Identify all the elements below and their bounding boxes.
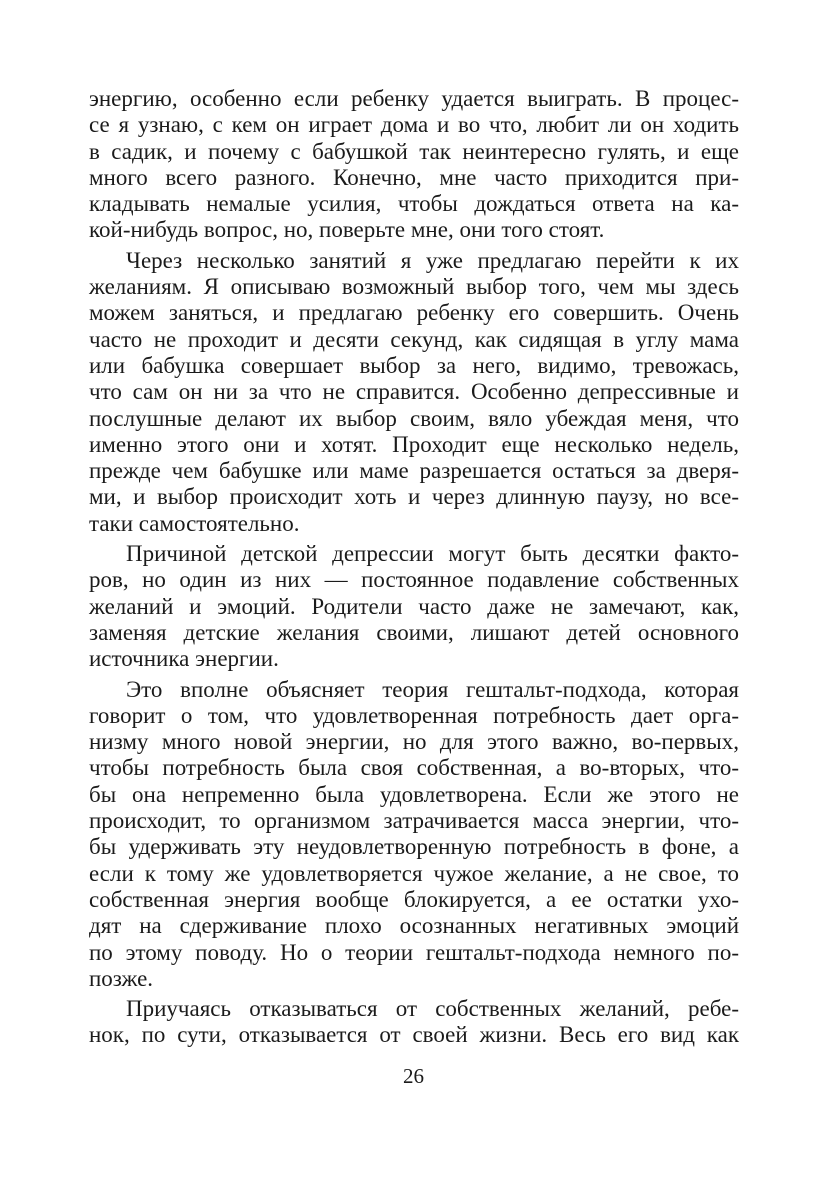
text-line: или бабушка совершает выбор за него, видимо, тревожась, [89, 352, 739, 378]
paragraph [89, 996, 739, 1049]
text-line: Это вполне объясняет теория гештальт-подхода, которая [126, 676, 739, 702]
paragraph [89, 677, 739, 993]
text-line: бы удерживать эту неудовлетворенную потребность в фоне, а [89, 834, 739, 860]
paragraph [89, 86, 739, 244]
text-line: позже. [89, 965, 154, 991]
text-line: послушные делают их выбор своим, вяло убеждая меня, что [89, 405, 739, 431]
text-line: Причиной детской депрессии могут быть десятки факто- [126, 541, 739, 567]
text-line: чтобы потребность была своя собственная, а во-вторых, что- [89, 755, 739, 781]
text-line: говорит о том, что удовлетворенная потребность дает орга- [89, 702, 739, 728]
text-line: се я узнаю, с кем он играет дома и во что, любит ли он ходить [89, 112, 739, 138]
text-line: ми, и выбор происходит хоть и через длинную паузу, но все- [89, 484, 739, 510]
page-number: 26 [403, 1064, 424, 1088]
text-line: источника энергии. [89, 646, 279, 672]
text-line: именно этого они и хотят. Проходит еще несколько недель, [89, 431, 739, 457]
text-line: низму много новой энергии, но для этого важно, во-первых, [89, 729, 739, 755]
text-line: в садик, и почему с бабушкой так неинтересно гулять, и еще [89, 138, 739, 164]
text-line: Приучаясь отказываться от собственных желаний, ребе- [126, 996, 739, 1022]
text-line: происходит, то организмом затрачивается масса энергии, что- [89, 808, 739, 834]
text-line: что сам он ни за что не справится. Особенно депрессивные и [89, 379, 739, 405]
text-line: Через несколько занятий я уже предлагаю перейти к их [126, 247, 739, 273]
text-line: желаниям. Я описываю возможный выбор того, чем мы здесь [89, 274, 739, 300]
text-line: таки самостоятельно. [89, 510, 300, 536]
text-line: можем заняться, и предлагаю ребенку его совершить. Очень [89, 300, 739, 326]
text-line: заменяя детские желания своими, лишают детей основного [89, 619, 739, 645]
text-line: энергию, особенно если ребенку удается выиграть. В процес- [89, 86, 739, 111]
text-line: желаний и эмоций. Родители часто даже не замечают, как, [89, 593, 739, 619]
paragraph [89, 541, 739, 672]
text-line: много всего разного. Конечно, мне часто приходится при- [89, 164, 739, 190]
text-line: кой-нибудь вопрос, но, поверьте мне, они того стоят. [89, 217, 605, 243]
text-line: дят на сдерживание плохо осознанных негативных эмоций [89, 913, 739, 939]
text-line: собственная энергия вообще блокируется, а ее остатки ухо- [89, 886, 739, 912]
text-line: прежде чем бабушке или маме разрешается остаться за дверя- [89, 458, 739, 484]
text-line: нок, по сути, отказывается от своей жизни. Весь его вид как [89, 1022, 739, 1048]
text-line: по этому поводу. Но о теории гештальт-подхода немного по- [89, 939, 739, 965]
text-line: кладывать немалые усилия, чтобы дождаться ответа на ка- [89, 191, 739, 217]
paragraph [89, 248, 739, 537]
text-line: ров, но один из них — постоянное подавление собственных [89, 567, 739, 593]
page-body [89, 86, 739, 1049]
text-line: часто не проходит и десяти секунд, как сидящая в углу мама [89, 326, 739, 352]
text-line: бы она непременно была удовлетворена. Если же этого не [89, 781, 739, 807]
text-line: если к тому же удовлетворяется чужое желание, а не свое, то [89, 860, 739, 886]
